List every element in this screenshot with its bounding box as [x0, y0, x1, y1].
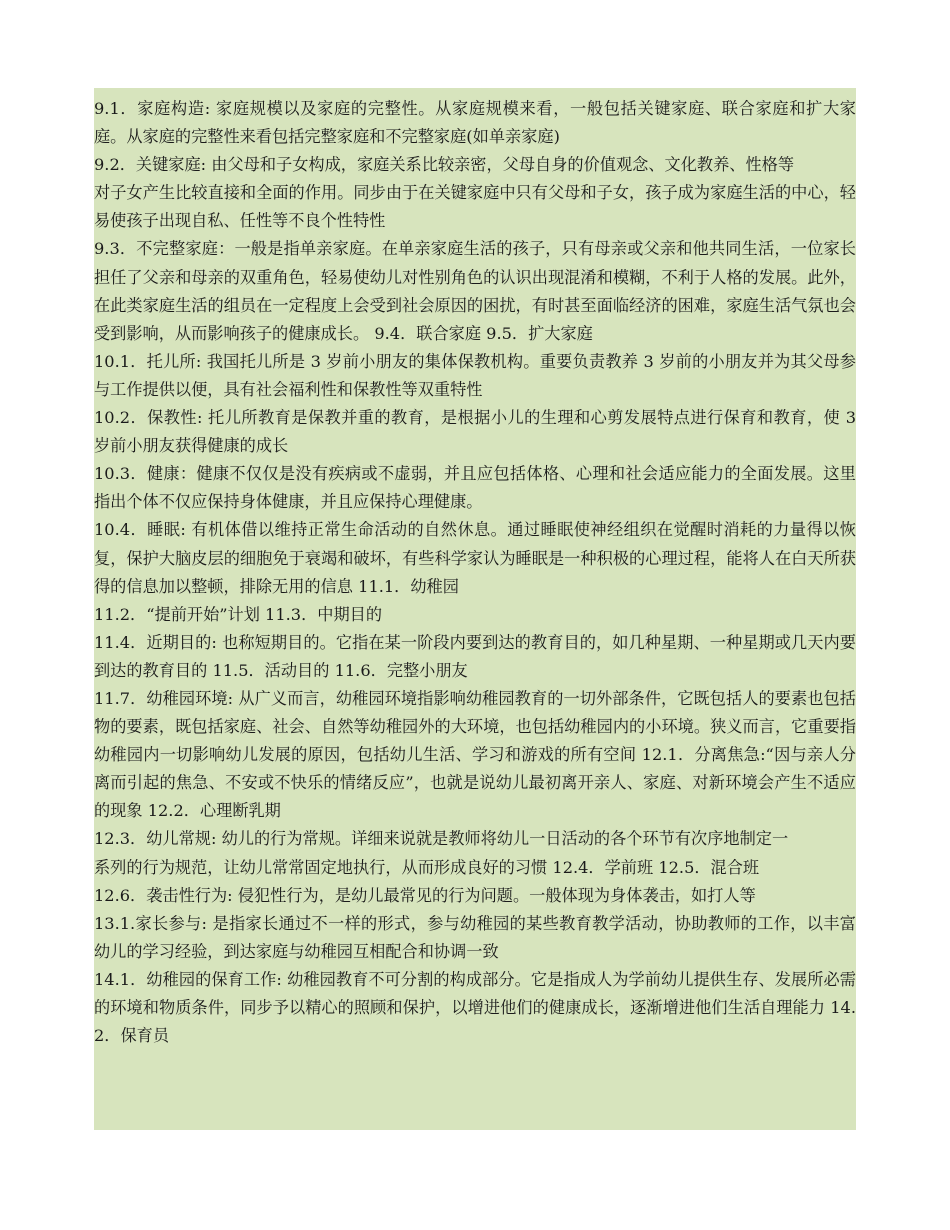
paragraph-10-2: 10.2．保教性: 托儿所教育是保教并重的教育，是根据小儿的生理和心剪发展特点进行保育和教育，使 3 岁前小朋友获得健康的成长 [94, 404, 856, 460]
paragraph-10-3: 10.3．健康：健康不仅仅是没有疾病或不虚弱，并且应包括体格、心理和社会适应能力的全面发展。这里指出个体不仅应保持身体健康，并且应保持心理健康。 [94, 460, 856, 516]
paragraph-13-1: 13.1.家长参与: 是指家长通过不一样的形式，参与幼稚园的某些教育教学活动，协助教师的工作，以丰富幼儿的学习经验，到达家庭与幼稚园互相配合和协调一致 [94, 910, 856, 966]
document-body [94, 88, 856, 1054]
paragraph-9-2: 9.2．关键家庭: 由父母和子女构成，家庭关系比较亲密，父母自身的价值观念、文化教养、性格等 [94, 151, 856, 179]
paragraph-11-2: 11.2．“提前开始”计划 11.3．中期目的 [94, 601, 856, 629]
paragraph-9-3: 9.3．不完整家庭：一般是指单亲家庭。在单亲家庭生活的孩子，只有母亲或父亲和他共同生活，一位家长担任了父亲和母亲的双重角色，轻易使幼儿对性别角色的认识出现混淆和模糊，不利于人格的发展。此外，在此类家庭生活的组员在一定程度上会受到社会原因的困扰，有时甚至面临经济的困难，家庭生活气氛也会受到影响，从而影响孩子的健康成长。 9.4．联合家庭 9.5．扩大家庭 [94, 235, 856, 347]
paragraph-9-1: 9.1．家庭构造: 家庭规模以及家庭的完整性。从家庭规模来看，一般包括关键家庭、联合家庭和扩大家庭。从家庭的完整性来看包括完整家庭和不完整家庭(如单亲家庭) [94, 95, 856, 151]
paragraph-10-4: 10.4．睡眠: 有机体借以维持正常生命活动的自然休息。通过睡眠使神经组织在觉醒时消耗的力量得以恢复，保护大脑皮层的细胞免于衰竭和破坏，有些科学家认为睡眠是一种积极的心理过程，能将人在白天所获得的信息加以整顿，排除无用的信息 11.1．幼稚园 [94, 516, 856, 600]
paragraph-10-1: 10.1．托儿所: 我国托儿所是 3 岁前小朋友的集体保教机构。重要负责教养 3 岁前的小朋友并为其父母参与工作提供以便，具有社会福利性和保教性等双重特性 [94, 348, 856, 404]
paragraph-14-1: 14.1．幼稚园的保育工作: 幼稚园教育不可分割的构成部分。它是指成人为学前幼儿提供生存、发展所必需的环境和物质条件，同步予以精心的照顾和保护，以增进他们的健康成长，逐渐增进他们生活自理能力 14.2．保育员 [94, 966, 856, 1050]
paragraph-11-7: 11.7．幼稚园环境: 从广义而言，幼稚园环境指影响幼稚园教育的一切外部条件，它既包括人的要素也包括物的要素，既包括家庭、社会、自然等幼稚园外的大环境，也包括幼稚园内的小环境。狭义而言，它重要指幼稚园内一切影响幼儿发展的原因，包括幼儿生活、学习和游戏的所有空间 12.1．分离焦急:“因与亲人分离而引起的焦急、不安或不快乐的情绪反应”，也就是说幼儿最初离开亲人、家庭、对新环境会产生不适应的现象 12.2．心理断乳期 [94, 685, 856, 825]
paragraph-12-3: 12.3．幼儿常规: 幼儿的行为常规。详细来说就是教师将幼儿一日活动的各个环节有次序地制定一 [94, 825, 856, 853]
paragraph-11-4: 11.4．近期目的: 也称短期目的。它指在某一阶段内要到达的教育目的，如几种星期、一种星期或几天内要到达的教育目的 11.5．活动目的 11.6．完整小朋友 [94, 629, 856, 685]
paragraph-12-3-continued: 系列的行为规范，让幼儿常常固定地执行，从而形成良好的习惯 12.4．学前班 12.5．混合班 [94, 854, 856, 882]
paragraph-9-2-continued: 对子女产生比较直接和全面的作用。同步由于在关键家庭中只有父母和子女，孩子成为家庭生活的中心，轻易使孩子出现自私、任性等不良个性特性 [94, 179, 856, 235]
paragraph-12-6: 12.6．袭击性行为: 侵犯性行为，是幼儿最常见的行为问题。一般体现为身体袭击，如打人等 [94, 882, 856, 910]
